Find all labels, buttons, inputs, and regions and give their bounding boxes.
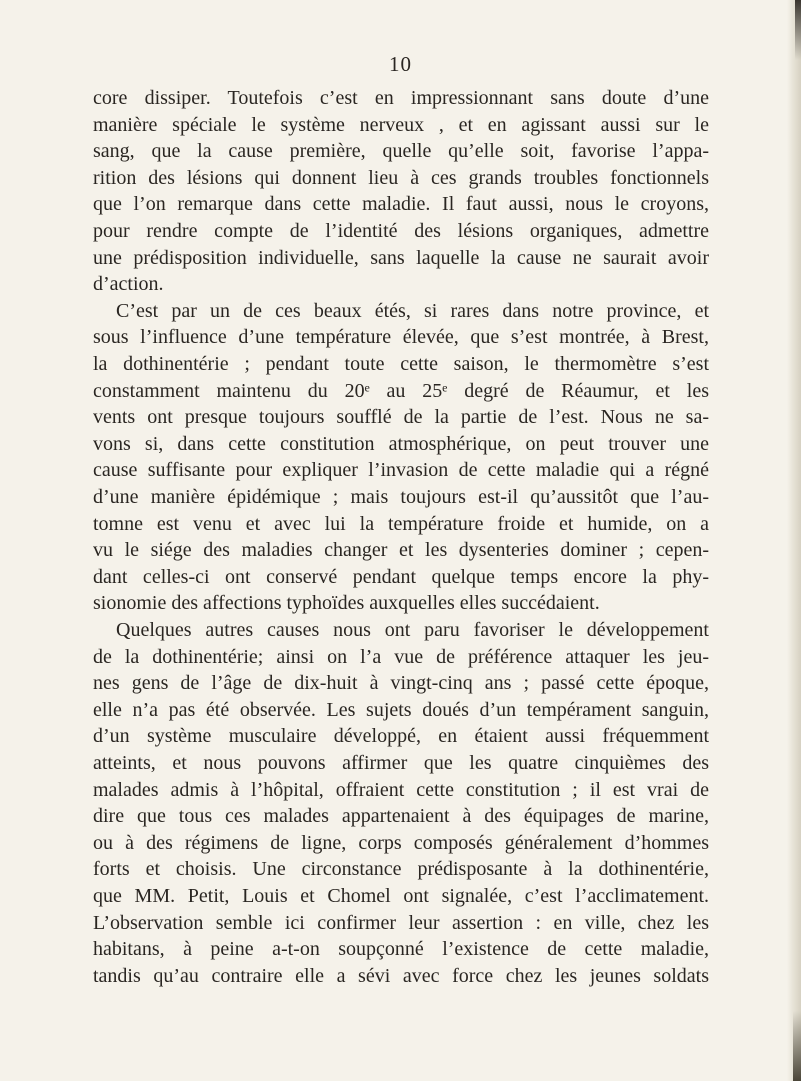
text-line: d’action. bbox=[93, 273, 164, 296]
text-line: une prédisposition individuelle, sans laquelle la cause ne saurait avoir bbox=[93, 246, 709, 269]
text-line: manière spéciale le système nerveux , et en agissant aussi sur le bbox=[93, 113, 709, 136]
text-line: sionomie des affections typhoïdes auxquelles elles succédaient. bbox=[93, 592, 600, 615]
text-line: dire que tous ces malades appartenaient à des équipages de marine, bbox=[93, 805, 709, 828]
text-line: cause suffisante pour expliquer l’invasion de cette maladie qui a régné bbox=[93, 459, 709, 482]
text-line: atteints, et nous pouvons affirmer que les quatre cinquièmes des bbox=[93, 752, 709, 774]
text-line: que l’on remarque dans cette maladie. Il faut aussi, nous le croyons, bbox=[93, 193, 709, 216]
text-line: tomne est venu et avec lui la température froide et humide, on a bbox=[93, 512, 709, 535]
text-line: ou à des régimens de ligne, corps composés généralement d’hommes bbox=[93, 831, 709, 854]
text-line: pour rendre compte de l’identité des lésions organiques, admettre bbox=[93, 220, 709, 242]
text-line: de la dothinentérie; ainsi on l’a vue de préférence attaquer les jeu- bbox=[93, 645, 709, 668]
text-line: C’est par un de ces beaux étés, si rares dans notre province, et bbox=[116, 299, 709, 322]
text-line: malades admis à l’hôpital, offraient cette constitution ; il est vrai de bbox=[93, 778, 709, 801]
page-edge-bottom-shadow bbox=[793, 1011, 801, 1081]
text-line: tandis qu’au contraire elle a sévi avec force chez les jeunes soldats bbox=[93, 964, 709, 987]
text-line: la dothinentérie ; pendant toute cette saison, le thermomètre s’est bbox=[93, 353, 709, 375]
text-line: vents ont presque toujours soufflé de la partie de l’est. Nous ne sa- bbox=[93, 406, 709, 429]
text-line: vons si, dans cette constitution atmosphérique, on peut trouver une bbox=[93, 432, 709, 455]
text-line: Quelques autres causes nous ont paru favoriser le développement bbox=[116, 619, 709, 641]
text-line: sous l’influence d’une température élevée, que s’est montrée, à Brest, bbox=[93, 326, 709, 349]
page-number: 10 bbox=[389, 52, 412, 76]
text-line: dant celles-ci ont conservé pendant quelque temps encore la phy- bbox=[93, 565, 709, 588]
text-line: rition des lésions qui donnent lieu à ces grands troubles fonctionnels bbox=[93, 166, 709, 189]
text-line: d’une manière épidémique ; mais toujours est-il qu’aussitôt que l’au- bbox=[93, 486, 709, 508]
page-edge-top-shadow bbox=[795, 0, 801, 60]
text-line: L’observation semble ici confirmer leur assertion : en ville, chez les bbox=[93, 911, 709, 934]
text-line: core dissiper. Toutefois c’est en impressionnant sans doute d’une bbox=[93, 87, 709, 109]
text-line: d’un système musculaire développé, en étaient aussi fréquemment bbox=[93, 725, 709, 748]
text-line: sang, que la cause première, quelle qu’elle soit, favorise l’appa- bbox=[93, 140, 709, 163]
text-line: forts et choisis. Une circonstance prédisposante à la dothinentérie, bbox=[93, 858, 709, 881]
text-line: constamment maintenu du 20ᵉ au 25ᵉ degré de Réaumur, et les bbox=[93, 379, 709, 402]
text-line: vu le siége des maladies changer et les dysenteries dominer ; cepen- bbox=[93, 539, 709, 562]
page-edge-shadow bbox=[787, 0, 801, 1081]
text-line: habitans, à peine a-t-on soupçonné l’existence de cette maladie, bbox=[93, 938, 709, 961]
text-line: que MM. Petit, Louis et Chomel ont signalée, c’est l’acclimatement. bbox=[93, 885, 709, 907]
text-line: nes gens de l’âge de dix-huit à vingt-cinq ans ; passé cette époque, bbox=[93, 672, 709, 695]
text-line: elle n’a pas été observée. Les sujets doués d’un tempérament sanguin, bbox=[93, 698, 709, 721]
